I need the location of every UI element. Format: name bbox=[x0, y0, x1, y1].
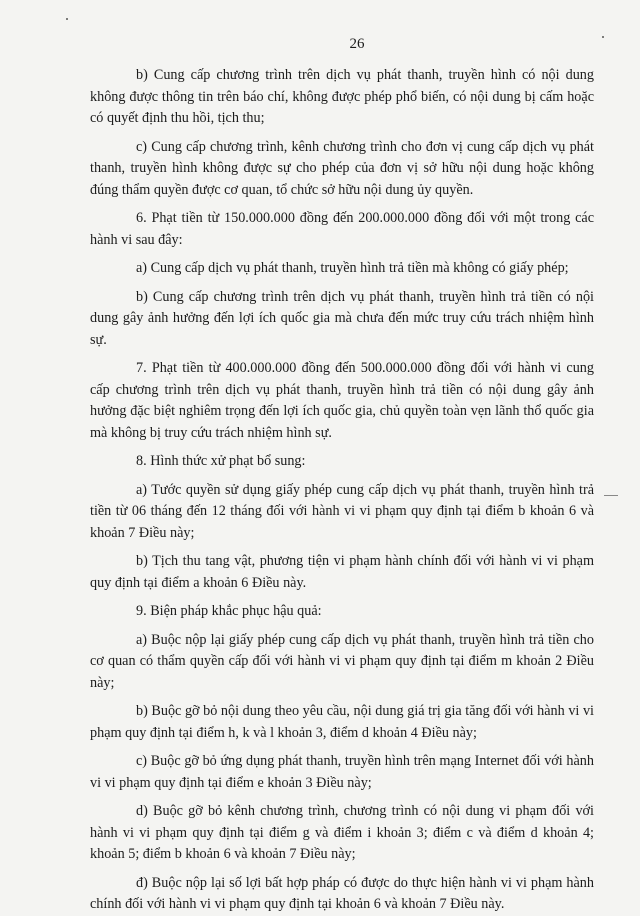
paragraph-8: 8. Hình thức xử phạt bổ sung: bbox=[136, 453, 306, 469]
paragraph-9d: d) Buộc gỡ bỏ kênh chương trình, chương trình có nội dung vi phạm đối với hành vi vi phạm quy định tại điểm g và điểm i khoản 3; điểm c và điểm d khoản 4; khoản 5; điểm b khoản 6 và khoản 7 Điều này; bbox=[90, 803, 594, 862]
paragraph-9c: c) Buộc gỡ bỏ ứng dụng phát thanh, truyền hình trên mạng Internet đối với hành vi vi phạm quy định tại điểm e khoản 3 Điều này; bbox=[90, 753, 594, 791]
paragraph-9: 9. Biện pháp khắc phục hậu quả: bbox=[136, 603, 322, 619]
paragraph-9a: a) Buộc nộp lại giấy phép cung cấp dịch vụ phát thanh, truyền hình trả tiền cho cơ quan có thẩm quyền cấp đối với hành vi vi phạm quy định tại điểm m khoản 2 Điều này; bbox=[90, 631, 594, 691]
paragraph-7: 7. Phạt tiền từ 400.000.000 đồng đến 500.000.000 đồng đối với hành vi cung cấp chương trình trên dịch vụ phát thanh, truyền hình trả tiền có nội dung gây ảnh hưởng đặc biệt nghiêm trọng đến lợi ích quốc gia, chủ quyền toàn vẹn lãnh thổ quốc gia mà không bị truy cứu trách nhiệm hình sự. bbox=[90, 360, 594, 441]
paragraph-3b: b) Cung cấp chương trình trên dịch vụ phát thanh, truyền hình có nội dung không được thông tin trên báo chí, không được phép phổ biến, có nội dung bị cấm hoặc có quyết định thu hồi, tịch thu; bbox=[90, 67, 594, 126]
paragraph-6b: b) Cung cấp chương trình trên dịch vụ phát thanh, truyền hình trả tiền có nội dung gây ảnh hưởng đến lợi ích quốc gia mà chưa đến mức truy cứu trách nhiệm hình sự. bbox=[90, 288, 594, 348]
paragraph-6: 6. Phạt tiền từ 150.000.000 đồng đến 200.000.000 đồng đối với một trong các hành vi sau đây: bbox=[90, 210, 594, 248]
paragraph-6a: a) Cung cấp dịch vụ phát thanh, truyền hình trả tiền mà không có giấy phép; bbox=[136, 260, 569, 276]
paragraph-9dd: đ) Buộc nộp lại số lợi bất hợp pháp có được do thực hiện hành vi vi phạm hành chính đối với hành vi vi phạm quy định tại khoản 6 và khoản 7 Điều này. bbox=[90, 874, 594, 912]
page-number: 26 bbox=[349, 36, 365, 52]
scan-speck bbox=[66, 18, 68, 20]
paragraph-8a: a) Tước quyền sử dụng giấy phép cung cấp dịch vụ phát thanh, truyền hình trả tiền từ 06 tháng đến 12 tháng đối với hành vi vi phạm quy định tại điểm b khoản 6 và khoản 7 Điều này; bbox=[90, 481, 594, 541]
paragraph-3c: c) Cung cấp chương trình, kênh chương trình cho đơn vị cung cấp dịch vụ phát thanh, truyền hình không được sự cho phép của đơn vị sở hữu nội dung hoặc không đúng thẩm quyền được cơ quan, tổ chức sở hữu nội dung ủy quyền. bbox=[90, 138, 594, 198]
scan-speck bbox=[602, 36, 604, 38]
paragraph-8b: b) Tịch thu tang vật, phương tiện vi phạm hành chính đối với hành vi vi phạm quy định tại điểm a khoản 6 Điều này. bbox=[90, 553, 594, 591]
paragraph-9b: b) Buộc gỡ bỏ nội dung theo yêu cầu, nội dung giá trị gia tăng đối với hành vi vi phạm quy định tại điểm h, k và l khoản 3, điểm d khoản 4 Điều này; bbox=[90, 703, 594, 741]
scan-mark bbox=[604, 495, 618, 496]
